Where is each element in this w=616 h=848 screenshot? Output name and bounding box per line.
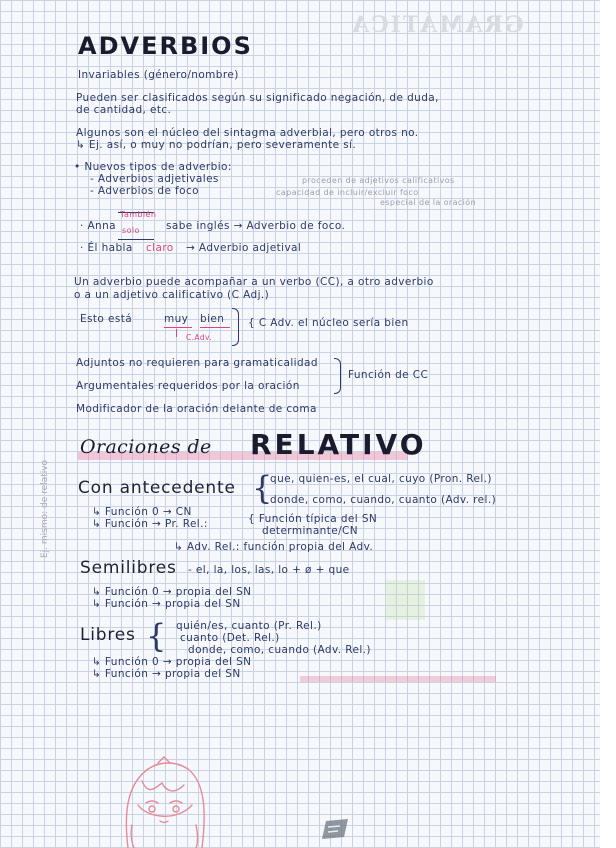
con-antecedente-sub-1: ↳ Función 0 → CN — [92, 506, 192, 518]
faint-highlight — [385, 580, 425, 620]
example1-post: sabe inglés → Adverbio de foco. — [166, 220, 346, 232]
example3-pre: Esto está — [80, 313, 133, 325]
example1-pink-top: También — [120, 210, 157, 219]
girl-doodle — [108, 755, 218, 848]
relativo-title-bold: RELATIVO — [250, 428, 427, 461]
example3-w1: muy — [164, 313, 189, 325]
libres-line-2: cuanto (Det. Rel.) — [180, 632, 280, 644]
functions-note: Función de CC — [348, 369, 429, 381]
semilibres-sub-1: ↳ Función 0 → propia del SN — [92, 586, 252, 598]
con-antecedente-line-1: que, quien-es, el cual, cuyo (Pron. Rel.) — [270, 473, 492, 485]
complement-line-1: Un adverbio puede acompañar a un verbo (CC), a otro adverbio — [74, 276, 434, 288]
adverbios-line-6: • Nuevos tipos de adverbio: — [74, 161, 232, 173]
libres-sub-2: ↳ Función → propia del SN — [92, 668, 241, 680]
underline-bien — [200, 327, 230, 328]
con-antecedente-sub-2b: determinante/CN — [262, 525, 359, 537]
function-adjuntos: Adjuntos no requieren para gramaticalidad — [76, 357, 318, 369]
function-argumentales: Argumentales requeridos por la oración — [76, 380, 300, 392]
grey-note-3: especial de la oración — [380, 198, 477, 207]
con-antecedente-title: Con antecedente — [78, 478, 236, 498]
example2-pink: claro — [146, 242, 174, 254]
example2-pre: · Él habla — [80, 242, 133, 254]
libres-line-3: donde, como, cuando (Adv. Rel.) — [188, 644, 371, 656]
libres-brace: { — [146, 617, 167, 655]
stamp-icon — [318, 815, 352, 841]
bleed-through-title: GRAMÁTICA — [350, 12, 524, 38]
side-note: Ej. mismo: de relativo — [40, 459, 50, 558]
adverbios-line-3: de cantidad, etc. — [76, 104, 172, 116]
modifier-line: Modificador de la oración delante de coma — [76, 403, 317, 415]
con-antecedente-sub-3: ↳ Adv. Rel.: función propia del Adv. — [174, 541, 374, 553]
underline-connector — [176, 329, 177, 337]
grey-note-2: capacidad de incluir/excluir foco — [276, 188, 419, 197]
adverbios-line-4: Algunos son el núcleo del sintagma adverbial, pero otros no. — [76, 127, 419, 139]
relativo-title-script: Oraciones de — [80, 436, 212, 458]
libres-line-1: quién/es, cuanto (Pr. Rel.) — [176, 620, 322, 632]
semilibres-line: - el, la, los, las, lo + ø + que — [188, 564, 350, 576]
page-edge — [600, 0, 616, 848]
grey-note-1: proceden de adjetivos calificativos — [302, 176, 455, 185]
example3-sub: C.Adv. — [186, 333, 213, 342]
example1-pre: · Anna — [80, 220, 117, 232]
con-antecedente-sub-2: ↳ Función → Pr. Rel.: — [92, 518, 208, 530]
adverbios-line-1: Invariables (género/nombre) — [78, 69, 239, 81]
semilibres-title: Semilibres — [80, 558, 177, 578]
con-antecedente-sub-2a: { Función típica del SN — [248, 513, 378, 525]
complement-line-2: o a un adjetivo calificativo (C Adj.) — [74, 289, 270, 301]
adverbios-line-8: - Adverbios de foco — [90, 185, 199, 197]
example3-note: { C Adv. el núcleo sería bien — [248, 317, 409, 329]
underline-muy — [164, 327, 192, 328]
semilibres-sub-2: ↳ Función → propia del SN — [92, 598, 241, 610]
con-antecedente-line-2: donde, como, cuando, cuanto (Adv. rel.) — [270, 494, 497, 506]
libres-title: Libres — [80, 625, 136, 645]
adverbios-title: ADVERBIOS — [78, 32, 253, 60]
example3-w2: bien — [200, 313, 225, 325]
adverbios-line-5: ↳ Ej. así, o muy no podrían, pero severamente sí. — [76, 139, 357, 151]
faint-pink-bar — [300, 676, 496, 682]
functions-bracket — [334, 358, 341, 394]
adverbios-line-2: Pueden ser clasificados según su significado negación, de duda, — [76, 92, 439, 104]
adverbios-line-7: - Adverbios adjetivales — [90, 173, 219, 185]
example3-bracket — [232, 308, 239, 346]
libres-sub-1: ↳ Función 0 → propia del SN — [92, 656, 252, 668]
example2-post: → Adverbio adjetival — [186, 242, 302, 254]
con-antecedente-brace: { — [252, 469, 273, 507]
example1-pink-bottom: solo — [122, 226, 140, 235]
